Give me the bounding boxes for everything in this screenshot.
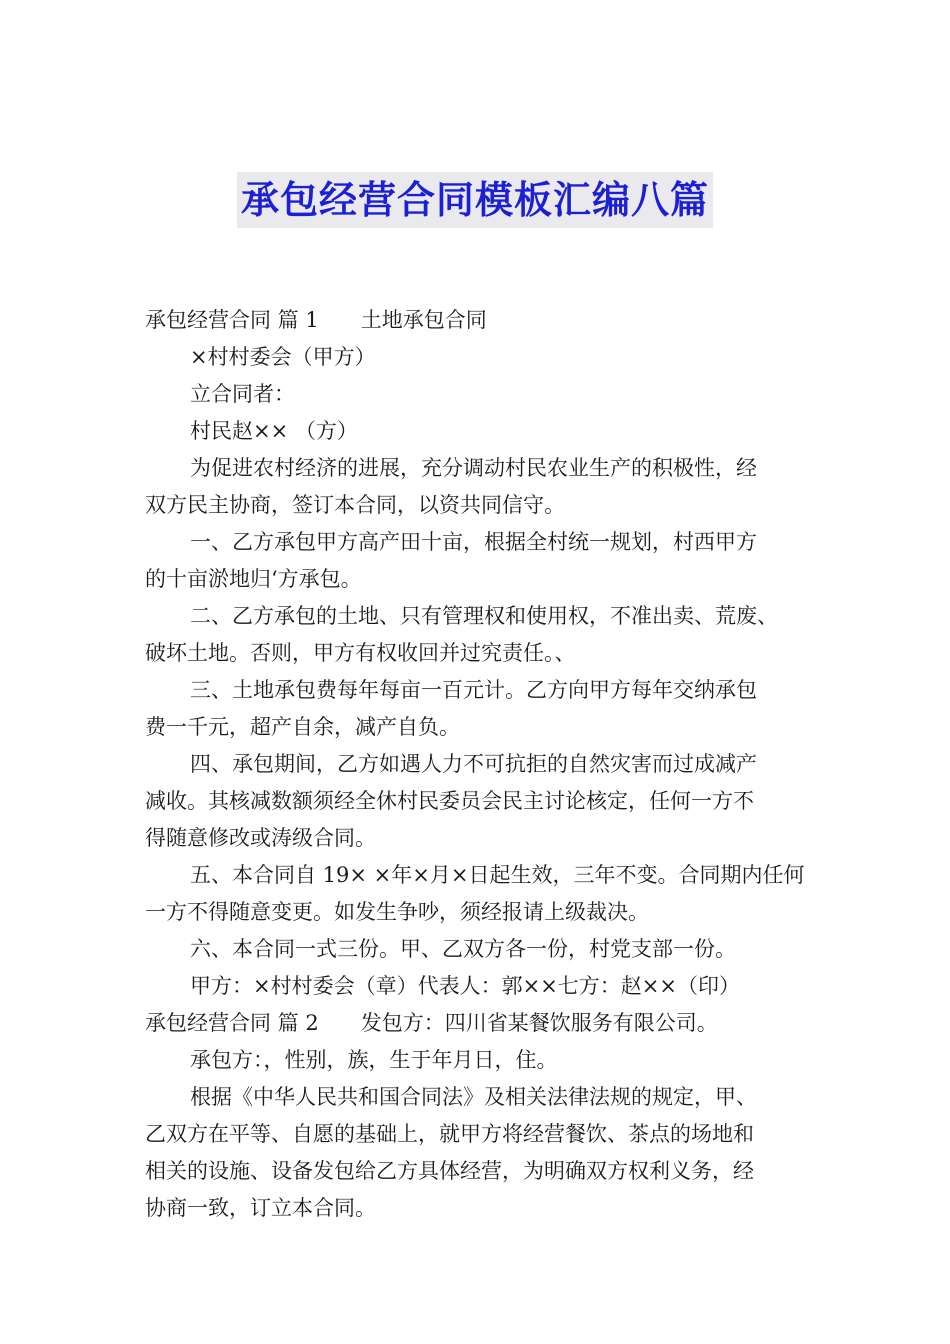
section-2-heading: 承包经营合同 篇 2 [145, 1011, 319, 1035]
paragraph-line: 为促进农村经济的进展，充分调动村民农业生产的积极性，经 [190, 456, 757, 480]
paragraph-line: ×村村委会（甲方） [190, 345, 376, 369]
document-title: 承包经营合同模板汇编八篇 [237, 172, 713, 228]
section-1-subject: 土地承包合同 [360, 308, 487, 332]
paragraph-line: 一方不得随意变更。如发生争吵，须经报请上级裁决。 [145, 900, 649, 924]
paragraph-line: 减收。其核减数额须经全休村民委员会民主讨论核定，任何一方不 [145, 789, 754, 813]
section-1-heading-line [145, 302, 825, 339]
paragraph-line: 二、乙方承包的土地、只有管理权和使用权，不准出卖、荒废、 [190, 604, 778, 628]
document-body [145, 302, 825, 1227]
paragraph-line: 承包方：，性别，族，生于年月日，住。 [190, 1048, 558, 1072]
paragraph-line: 的十亩淤地归‘方承包。 [145, 567, 362, 591]
paragraph-line: 破坏土地。否则，甲方有权收回并过究责任。、 [145, 641, 576, 665]
paragraph-line: 四、承包期间，乙方如遇人力不可抗拒的自然灾害而过成减产 [190, 752, 757, 776]
paragraph-line: 六、本合同一式三份。甲、乙双方各一份，村党支部一份。 [190, 937, 736, 961]
signature-line: 甲方：×村村委会（章）代表人：郭××七方：赵××（印） [190, 974, 740, 998]
paragraph-line: 得随意修改或涛级合同。 [145, 826, 376, 850]
section-1-heading: 承包经营合同 篇 1 [145, 308, 319, 332]
paragraph-line: 协商一致，订立本合同。 [145, 1196, 376, 1220]
document-title-block [0, 172, 950, 230]
paragraph-line: 三、土地承包费每年每亩一百元计。乙方向甲方每年交纳承包 [190, 678, 757, 702]
paragraph-line: 相关的设施、设备发包给乙方具体经营，为明确双方权利义务，经 [145, 1159, 754, 1183]
section-2-subject: 发包方：四川省某餐饮服务有限公司。 [360, 1011, 718, 1035]
paragraph-line: 费一千元，超产自余，减产自负。 [145, 715, 460, 739]
paragraph-line: 村民赵×× （方） [190, 419, 358, 443]
paragraph-line: 立合同者： [190, 382, 295, 406]
section-2-heading-line [145, 1005, 825, 1042]
paragraph-line: 根据《中华人民共和国合同法》及相关法律法规的规定，甲、 [190, 1085, 757, 1109]
paragraph-line: 双方民主协商，签订本合同，以资共同信守。 [145, 493, 565, 517]
paragraph-line: 五、本合同自 19× ×年×月×日起生效，三年不变。合同期内任何 [190, 863, 805, 887]
paragraph-line: 乙双方在平等、自愿的基础上，就甲方将经营餐饮、茶点的场地和 [145, 1122, 754, 1146]
paragraph-line: 一、乙方承包甲方高产田十亩，根据全村统一规划，村西甲方 [190, 530, 757, 554]
